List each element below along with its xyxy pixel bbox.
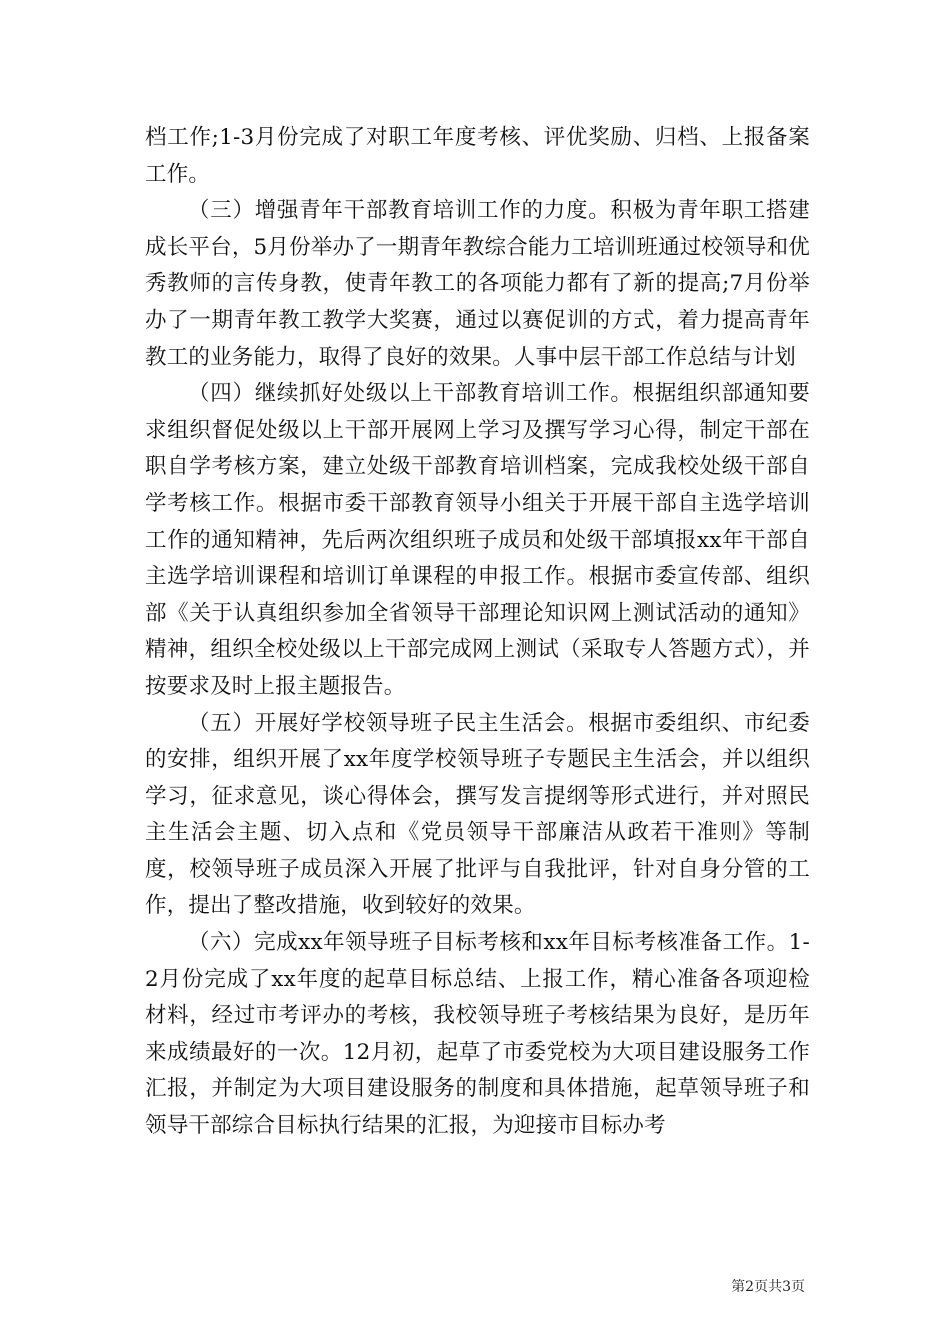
page-number-footer: 第2页共3页 [731,1279,805,1295]
paragraph-4: （五）开展好学校领导班子民主生活会。根据市委组织、市纪委的安排，组织开展了xx年度学校领导班子专题民主生活会，并以组织学习，征求意见，谈心得体会，撰写发言提纲等形式进行，并对照民主生活会主题、切入点和《党员领导干部廉洁从政若干准则》等制度，校领导班子成员深入开展了批评与自我批评，针对自身分管的工作，提出了整改措施，收到较好的效果。 [145,710,810,919]
paragraph-2: （三）增强青年干部教育培训工作的力度。积极为青年职工搭建成长平台，5月份举办了一期青年教综合能力工培训班通过校领导和优秀教师的言传身教，使青年教工的各项能力都有了新的提高;7月份举办了一期青年教工教学大奖赛，通过以赛促训的方式，着力提高青年教工的业务能力，取得了良好的效果。人事中层干部工作总结与计划 [145,198,810,370]
paragraph-5: （六）完成xx年领导班子目标考核和xx年目标考核准备工作。1-2月份完成了xx年度的起草目标总结、上报工作，精心准备各项迎检材料，经过市考评办的考核，我校领导班子考核结果为良好，是历年来成绩最好的一次。12月初，起草了市委党校为大项目建设服务工作汇报，并制定为大项目建设服务的制度和具体措施，起草领导班子和领导干部综合目标执行结果的汇报，为迎接市目标办考 [145,930,810,1139]
paragraph-1: 档工作;1-3月份完成了对职工年度考核、评优奖励、归档、上报备案工作。 [145,125,810,187]
paragraph-3: （四）继续抓好处级以上干部教育培训工作。根据组织部通知要求组织督促处级以上干部开展网上学习及撰写学习心得，制定干部在职自学考核方案，建立处级干部教育培训档案，完成我校处级干部自学考核工作。根据市委干部教育领导小组关于开展干部自主选学培训工作的通知精神，先后两次组织班子成员和处级干部填报xx年干部自主选学培训课程和培训订单课程的申报工作。根据市委宣传部、组织部《关于认真组织参加全省领导干部理论知识网上测试活动的通知》精神，组织全校处级以上干部完成网上测试（采取专人答题方式），并按要求及时上报主题报告。 [145,381,810,699]
document-body [145,120,810,1145]
